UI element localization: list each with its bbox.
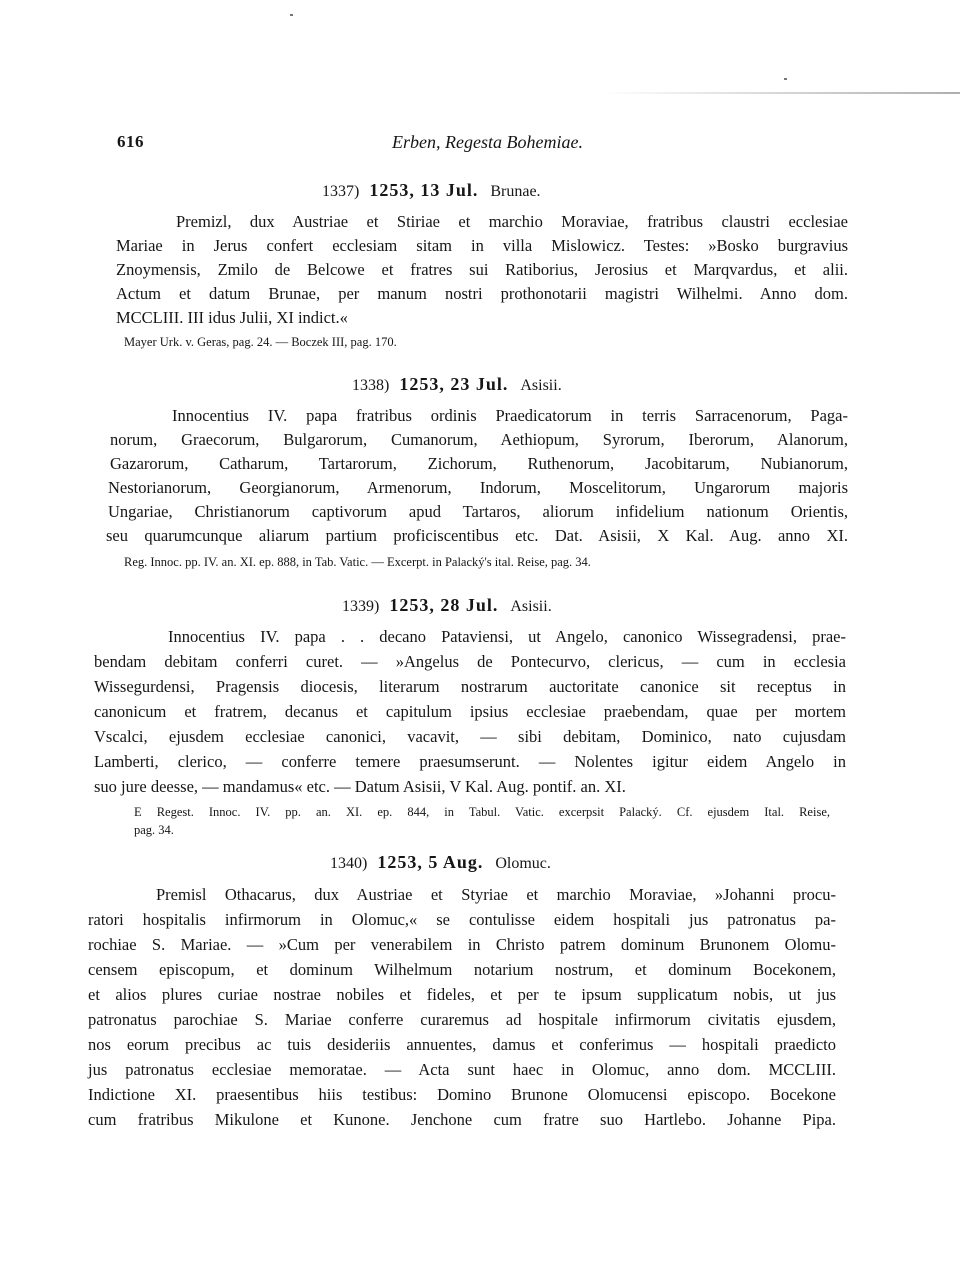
text-line: Gazarorum, Catharum, Tartarorum, Zichorum, Ruthenorum, Jacobitarum, Nubianorum, — [110, 454, 848, 473]
page-number: 616 — [117, 132, 144, 151]
entry-number: 1337) — [322, 183, 360, 200]
running-header — [0, 128, 960, 160]
text-line: Premizl, dux Austriae et Stiriae et marchio Moraviae, fratribus claustri ecclesiae — [176, 212, 848, 231]
text-line: bendam debitam conferri curet. — »Angelus de Pontecurvo, clericus, — cum in ecclesia — [94, 652, 846, 671]
entry-heading — [330, 852, 551, 873]
text-line: censem episcopum, et dominum Wilhelmum notarium nostrum, et dominum Bocekonem, — [88, 960, 836, 979]
text-line: Lamberti, clerico, — conferre temere praesumserunt. — Nolentes igitur eidem Angelo in — [94, 752, 846, 771]
text-line: canonicum et fratrem, decanus et capitulum ipsius ecclesiae praebendam, quae per mortem — [94, 702, 846, 721]
entry-place: Olomuc. — [495, 855, 551, 872]
entry-heading — [342, 595, 552, 616]
entry-date: 1253, 23 Jul. — [399, 374, 509, 394]
text-line: Znoymensis, Zmilo de Belcowe et fratres sui Ratiborius, Jerosius et Marqvardus, et alii. — [116, 260, 848, 279]
text-line: cum fratribus Mikulone et Kunone. Jenchone cum fratre suo Hartlebo. Johanne Pipa. — [88, 1110, 836, 1129]
text-line: Indictione XI. praesentibus hiis testibus: Domino Brunone Olomucensi episcopo. Bocekone — [88, 1085, 836, 1104]
entry-number: 1339) — [342, 598, 380, 615]
text-line: Innocentius IV. papa . . decano Pataviensi, ut Angelo, canonico Wissegradensi, prae- — [168, 627, 846, 646]
entry-place: Asisii. — [510, 598, 552, 615]
source-reference: pag. 34. — [134, 823, 174, 837]
entry-date: 1253, 13 Jul. — [369, 180, 479, 200]
source-reference: E Regest. Innoc. IV. pp. an. XI. ep. 844, in Tabul. Vatic. excerpsit Palacký. Cf. ejusdem Ital. Reise, — [134, 805, 830, 819]
text-line: Ungariae, Christianorum captivorum apud Tartaros, aliorum infidelium nationum Orientis, — [108, 502, 848, 521]
text-line: jus patronatus ecclesiae memoratae. — Acta sunt haec in Olomuc, anno dom. MCCLIII. — [88, 1060, 836, 1079]
text-line: Premisl Othacarus, dux Austriae et Styriae et marchio Moraviae, »Johanni procu- — [156, 885, 836, 904]
text-line: Mariae in Jerus confert ecclesiam sitam in villa Mislowicz. Testes: »Bosko burgravius — [116, 236, 848, 255]
entry-number: 1338) — [352, 377, 390, 394]
text-line: et alios plures curiae nostrae nobiles et fideles, et per te ipsum supplicatum nobis, ut jus — [88, 985, 836, 1004]
text-line: rochiae S. Mariae. — »Cum per venerabilem in Christo patrem dominum Brunonem Olomu- — [88, 935, 836, 954]
scan-artifact-line — [600, 92, 960, 94]
entry-heading — [322, 180, 541, 201]
text-line: Actum et datum Brunae, per manum nostri prothonotarii magistri Wilhelmi. Anno dom. — [116, 284, 848, 303]
text-line: Vscalci, ejusdem ecclesiae canonici, vacavit, — sibi debitam, Dominico, nato cujusdam — [94, 727, 846, 746]
scan-speck — [290, 14, 293, 16]
text-line: Innocentius IV. papa fratribus ordinis Praedicatorum in terris Sarracenorum, Paga- — [172, 406, 848, 425]
text-line: suo jure deesse, — mandamus« etc. — Datum Asisii, V Kal. Aug. pontif. an. XI. — [94, 777, 626, 796]
text-line: ratori hospitalis infirmorum in Olomuc,« se contulisse eidem hospitali jus patronatus pa- — [88, 910, 836, 929]
entry-heading — [352, 374, 562, 395]
entry-place: Brunae. — [490, 183, 541, 200]
entry-date: 1253, 28 Jul. — [389, 595, 499, 615]
text-line: seu quarumcunque aliarum partium proficiscentibus etc. Dat. Asisii, X Kal. Aug. anno XI. — [106, 526, 848, 545]
text-line: Nestorianorum, Georgianorum, Armenorum, Indorum, Moscelitorum, Ungarorum majoris — [108, 478, 848, 497]
text-line: norum, Graecorum, Bulgarorum, Cumanorum, Aethiopum, Syrorum, Iberorum, Alanorum, — [110, 430, 848, 449]
source-reference: Mayer Urk. v. Geras, pag. 24. — Boczek III, pag. 170. — [124, 335, 397, 349]
text-line: patronatus parochiae S. Mariae conferre curaremus ad hospitale infirmorum civitatis ejusdem, — [88, 1010, 836, 1029]
text-line: Wissegurdensi, Pragensis diocesis, literarum nostrarum auctoritate canonice sit receptus in — [94, 677, 846, 696]
entry-number: 1340) — [330, 855, 368, 872]
source-reference: Reg. Innoc. pp. IV. an. XI. ep. 888, in Tab. Vatic. — Excerpt. in Palacký's ital. Reise, pag. 34. — [124, 555, 591, 569]
entry-date: 1253, 5 Aug. — [377, 852, 484, 872]
text-line: MCCLIII. III idus Julii, XI indict.« — [116, 308, 348, 327]
scan-speck — [784, 78, 787, 80]
running-title: Erben, Regesta Bohemiae. — [392, 132, 583, 152]
text-line: nos eorum precibus ac tuis desideriis annuentes, damus et conferimus — hospitali praedicto — [88, 1035, 836, 1054]
entry-place: Asisii. — [520, 377, 562, 394]
